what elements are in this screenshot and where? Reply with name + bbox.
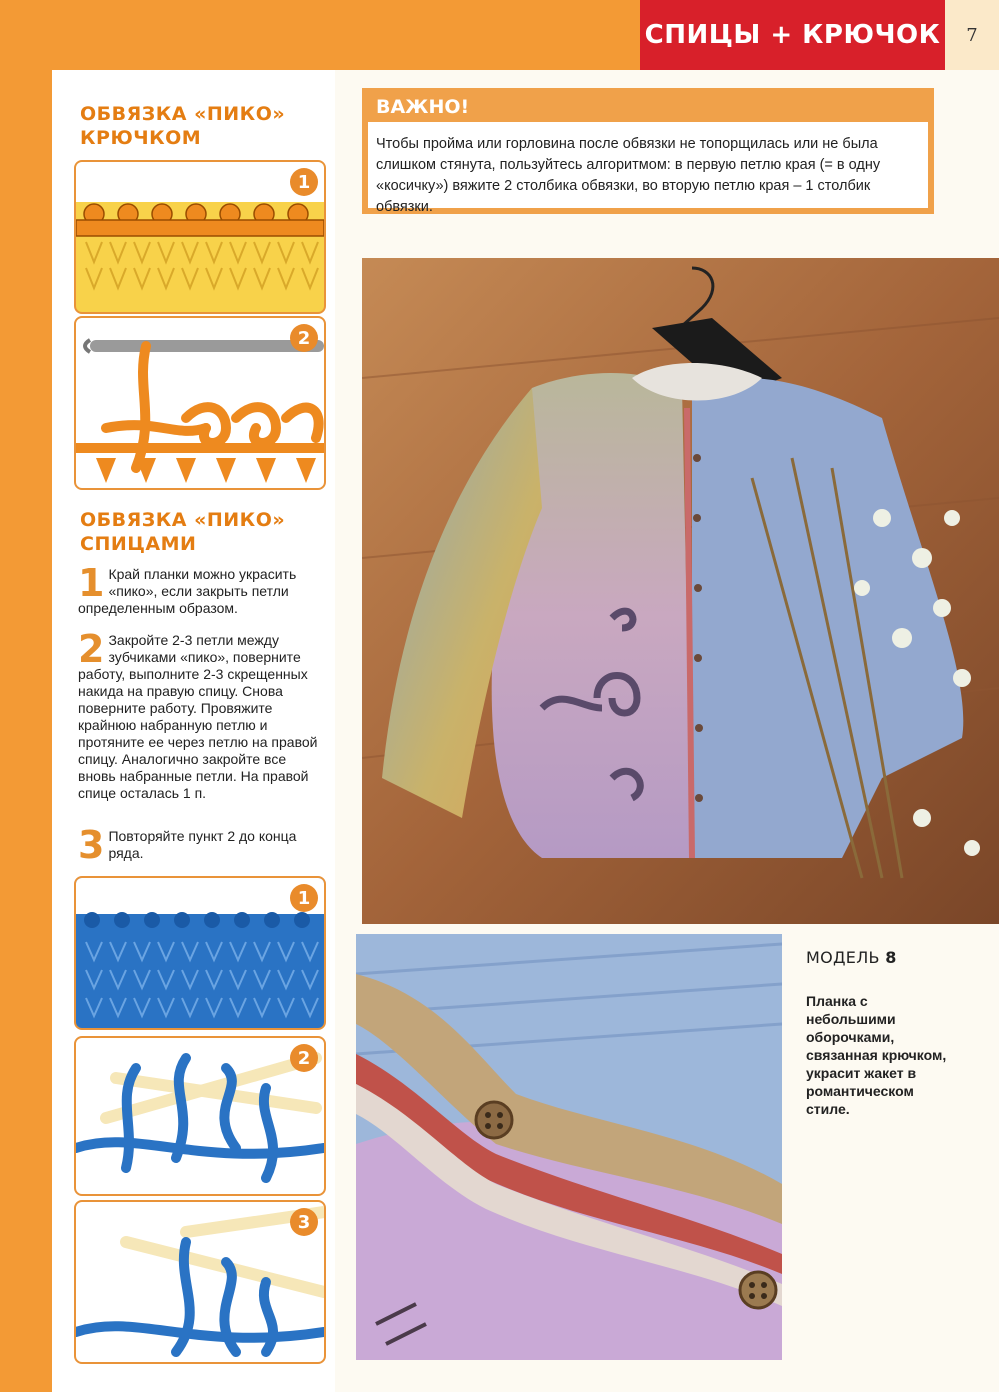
- step-number: 1: [78, 561, 105, 605]
- step-item: [78, 561, 318, 626]
- crochet-diagram-2: [74, 316, 326, 490]
- step-item: [78, 823, 318, 868]
- step-badge: 3: [290, 1208, 318, 1236]
- crochet-section-title: [80, 102, 285, 150]
- model-label-text: МОДЕЛЬ: [806, 948, 880, 967]
- button-band-closeup-illustration: [356, 934, 782, 1360]
- step-text: Повторяйте пункт 2 до конца ряда.: [108, 828, 297, 861]
- knit-title-line1: ОБВЯЗКА «ПИКО»: [80, 509, 286, 531]
- header-bar: [0, 0, 640, 70]
- crochet-picot-edge-illustration: [76, 162, 324, 312]
- button-band-closeup-photo: [356, 934, 782, 1360]
- knit-title-line2: СПИЦАМИ: [80, 533, 197, 555]
- section-title: СПИЦЫ + КРЮЧОК: [640, 0, 945, 70]
- step-badge: 1: [290, 884, 318, 912]
- crochet-title-line2: КРЮЧКОМ: [80, 127, 202, 149]
- knit-diagram-3: [74, 1200, 326, 1364]
- page-number: 7: [945, 0, 999, 70]
- crochet-title-line1: ОБВЯЗКА «ПИКО»: [80, 103, 286, 125]
- knit-diagram-1: [74, 876, 326, 1030]
- model-caption: Планка с небольшими оборочками, связанная крючком, украсит жакет в романтическом стиле.: [806, 993, 947, 1117]
- step-number: 2: [78, 627, 105, 671]
- step-text: Край планки можно украсить «пико», если закрыть петли определенным образом.: [78, 566, 297, 616]
- step-text: Закройте 2-3 петли между зубчиками «пико», поверните работу, выполните 2-3 скрещенных накида на правую спицу. Снова поверните работу. Провяжите крайнюю набранную петлю и протяните ее через петлю на правой спицу. Аналогично закройте все вновь набранные петли. На правой спице осталась 1 п.: [78, 632, 318, 801]
- cardigan-photo-illustration: [362, 258, 999, 924]
- model-number: 8: [885, 948, 897, 967]
- step-item: [78, 627, 318, 824]
- crochet-diagram-1: [74, 160, 326, 314]
- important-note: [362, 88, 934, 214]
- important-heading: ВАЖНО!: [368, 94, 928, 122]
- knit-section-title: [80, 508, 285, 556]
- step-number: 3: [78, 823, 105, 867]
- left-accent-rail: [0, 70, 52, 1392]
- important-text: Чтобы пройма или горловина после обвязки не топорщилась или не была слишком стянута, пользуйтесь алгоритмом: в первую петлю края (= в одну «косичку») вяжите 2 столбика обвязки, во вторую петлю края – 1 столбик обвязки.: [376, 136, 881, 215]
- crochet-hook-illustration: [76, 318, 324, 488]
- knit-picot-edge-illustration: [76, 878, 324, 1028]
- knit-steps-list: [78, 561, 318, 868]
- knitting-needles-illustration: [76, 1202, 324, 1362]
- knit-diagram-2: [74, 1036, 326, 1196]
- knitting-needles-illustration: [76, 1038, 324, 1194]
- step-badge: 2: [290, 1044, 318, 1072]
- cardigan-photo: [362, 258, 999, 924]
- model-label: [806, 948, 897, 967]
- step-badge: 1: [290, 168, 318, 196]
- step-badge: 2: [290, 324, 318, 352]
